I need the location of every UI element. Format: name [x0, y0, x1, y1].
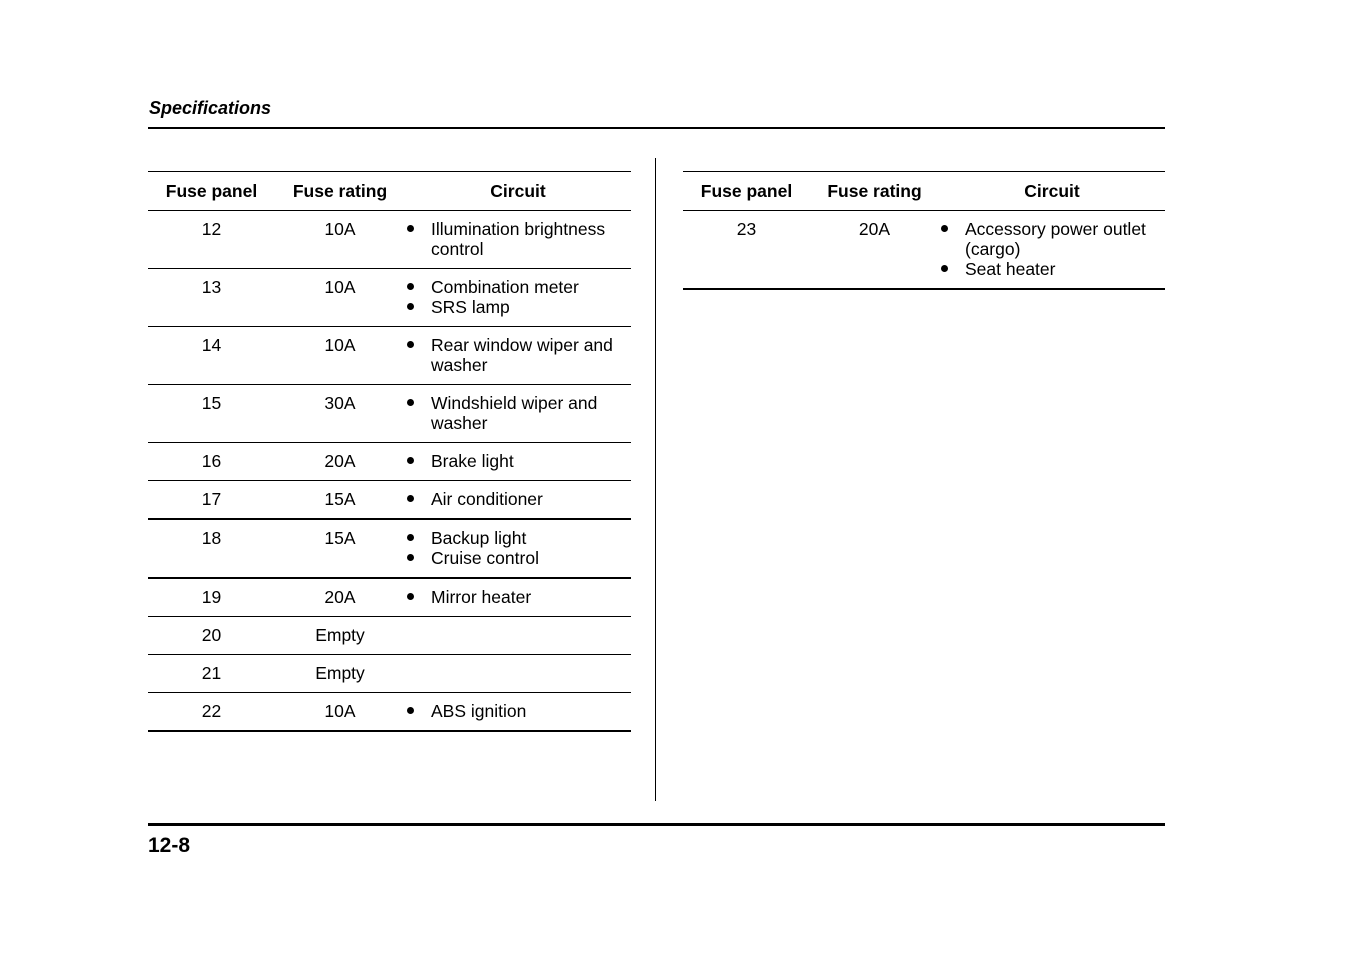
table-row: [148, 655, 631, 693]
page-number: 12-8: [148, 834, 191, 857]
fuse-rating-cell: 15A: [324, 489, 356, 509]
circuit-list: [405, 528, 631, 568]
column-header-circuit: Circuit: [1024, 181, 1080, 201]
circuit-cell: [405, 519, 631, 578]
fuse-rating-cell: 30A: [324, 393, 356, 413]
header-rule: [148, 127, 1165, 129]
circuit-list: [405, 587, 631, 607]
fuse-rating-cell: 20A: [324, 451, 356, 471]
fuse-rating-cell: 20A: [858, 219, 891, 239]
circuit-list-item: Illumination brightness control: [405, 219, 631, 259]
fuse-table-left: [148, 171, 631, 732]
column-divider: [655, 158, 656, 801]
fuse-table-right: [683, 171, 1165, 290]
circuit-cell: [405, 211, 631, 269]
circuit-list-item: Air conditioner: [405, 489, 631, 509]
table-row: [148, 693, 631, 732]
fuse-panel-cell: 17: [201, 489, 222, 509]
fuse-panel-cell: 12: [201, 219, 222, 239]
fuse-panel-cell: 21: [201, 663, 222, 683]
circuit-list-item: Rear window wiper and washer: [405, 335, 631, 375]
circuit-list: [405, 335, 631, 375]
circuit-list: [405, 277, 631, 317]
table-row: [148, 269, 631, 327]
column-header-fuse-panel: Fuse panel: [165, 181, 258, 201]
table-row: [148, 519, 631, 578]
fuse-rating-cell: 20A: [324, 587, 356, 607]
table-row: [148, 481, 631, 520]
circuit-cell: [405, 655, 631, 693]
circuit-list-item: Windshield wiper and washer: [405, 393, 631, 433]
circuit-list-item: SRS lamp: [405, 297, 631, 317]
table-row: [148, 385, 631, 443]
column-header-fuse-panel: Fuse panel: [700, 181, 793, 201]
circuit-list-item: Mirror heater: [405, 587, 631, 607]
fuse-rating-cell: Empty: [315, 625, 365, 645]
circuit-list-item: ABS ignition: [405, 701, 631, 721]
fuse-rating-cell: 10A: [324, 277, 356, 297]
fuse-panel-cell: 20: [201, 625, 222, 645]
circuit-cell: [405, 269, 631, 327]
left-table-body: [148, 211, 631, 732]
fuse-panel-cell: 19: [201, 587, 222, 607]
table-row: [148, 327, 631, 385]
circuit-list: [405, 219, 631, 259]
fuse-rating-cell: 10A: [324, 219, 356, 239]
circuit-cell: [405, 578, 631, 617]
column-header-fuse-rating: Fuse rating: [827, 181, 922, 201]
circuit-list-item: Accessory power outlet (cargo): [939, 219, 1165, 259]
circuit-list: [405, 451, 631, 471]
table-header-row: [683, 172, 1165, 211]
section-title: Specifications: [149, 98, 272, 118]
circuit-cell: [405, 481, 631, 520]
circuit-list: [405, 393, 631, 433]
right-table-body: [683, 211, 1165, 290]
table-row: [148, 443, 631, 481]
column-header-circuit: Circuit: [490, 181, 546, 201]
circuit-cell: [405, 327, 631, 385]
circuit-list-item: Backup light: [405, 528, 631, 548]
table-row: [148, 617, 631, 655]
circuit-list: [405, 701, 631, 721]
fuse-panel-cell: 18: [201, 528, 222, 548]
circuit-list-item: Cruise control: [405, 548, 631, 568]
footer-rule: [148, 823, 1165, 826]
table-row: [683, 211, 1165, 290]
fuse-panel-cell: 14: [201, 335, 222, 355]
fuse-rating-cell: Empty: [315, 663, 365, 683]
circuit-cell: [405, 693, 631, 732]
circuit-cell: [405, 617, 631, 655]
circuit-list-item: Combination meter: [405, 277, 631, 297]
circuit-list: [939, 219, 1165, 279]
fuse-rating-cell: 10A: [324, 335, 356, 355]
circuit-list: [405, 489, 631, 509]
circuit-cell: [405, 385, 631, 443]
fuse-panel-cell: 23: [736, 219, 757, 239]
fuse-panel-cell: 13: [201, 277, 222, 297]
fuse-rating-cell: 15A: [324, 528, 356, 548]
fuse-panel-cell: 15: [201, 393, 222, 413]
table-row: [148, 211, 631, 269]
fuse-panel-cell: 22: [201, 701, 222, 721]
table-header-row: [148, 172, 631, 211]
circuit-cell: [939, 211, 1165, 290]
fuse-rating-cell: 10A: [324, 701, 356, 721]
circuit-list-item: Brake light: [405, 451, 631, 471]
column-header-fuse-rating: Fuse rating: [292, 181, 388, 201]
circuit-list-item: Seat heater: [939, 259, 1165, 279]
table-row: [148, 578, 631, 617]
fuse-panel-cell: 16: [201, 451, 222, 471]
circuit-cell: [405, 443, 631, 481]
